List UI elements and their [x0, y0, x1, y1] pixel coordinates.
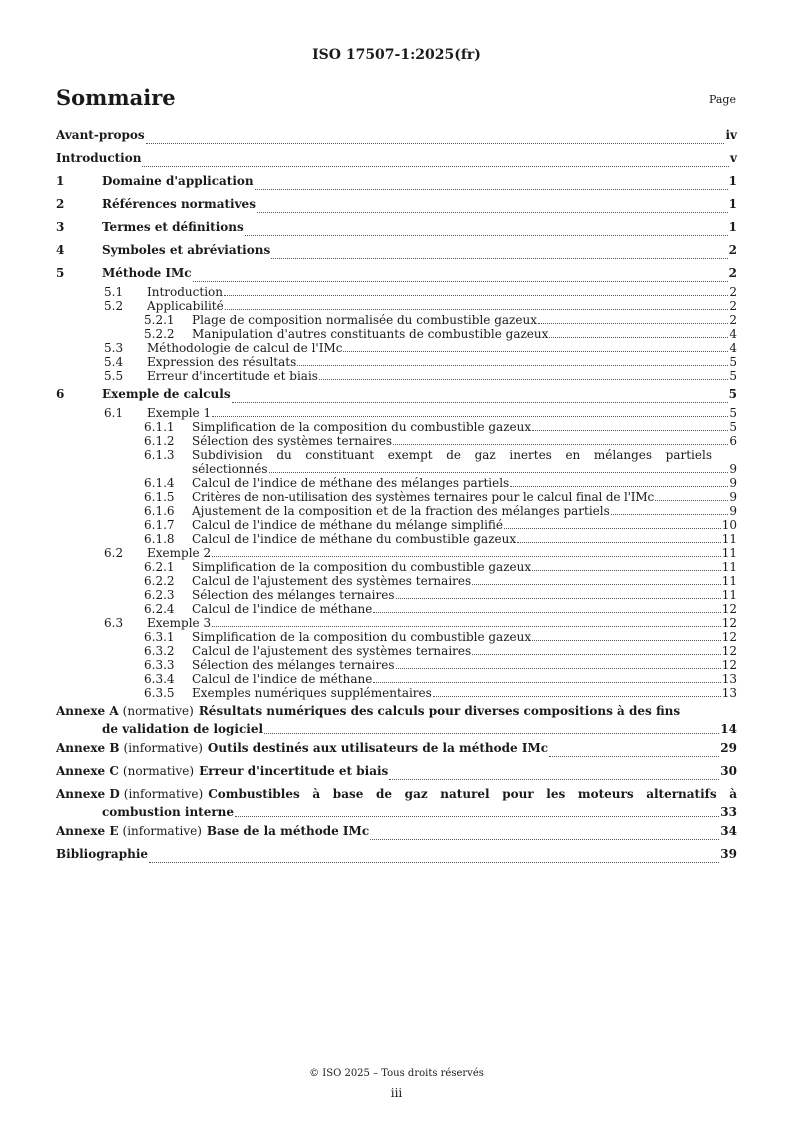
toc-entry[interactable]: [56, 193, 737, 216]
annex-label: Annexe D: [56, 787, 120, 801]
toc-leader-dots: [532, 430, 728, 431]
toc-entry-number: 6.3.1: [144, 630, 175, 644]
toc-entry-page: 1: [728, 174, 737, 188]
page-column-label: Page: [708, 93, 736, 106]
toc-leader-dots: [271, 258, 727, 259]
annex-title: Base de la méthode IMc: [206, 824, 370, 838]
annex-title: Outils destinés aux utilisateurs de la méthode IMc: [207, 741, 549, 755]
toc-entry[interactable]: [56, 170, 737, 193]
toc-leader-dots: [549, 756, 719, 757]
toc-entry-title: Sélection des mélanges ternaires: [192, 588, 395, 602]
toc-entry-title: Symboles et abréviations: [102, 243, 271, 257]
annex-label: Annexe C: [56, 764, 119, 778]
toc-entry-title: Plage de composition normalisée du combustible gazeux: [192, 313, 537, 327]
toc-entry-title: Introduction: [56, 151, 142, 165]
toc-entry[interactable]: [56, 560, 737, 574]
toc-entry-number: 6.1.6: [144, 504, 175, 518]
toc-leader-dots: [212, 626, 721, 627]
toc-entry[interactable]: [56, 124, 737, 147]
toc-entry-page: 2: [729, 299, 737, 313]
toc-entry-page: 2: [729, 313, 737, 327]
toc-entry-page: 9: [729, 462, 737, 476]
toc-leader-dots: [549, 337, 728, 338]
toc-leader-dots: [232, 402, 728, 403]
annex-title: Résultats numériques des calculs pour diverses compositions à des fins: [198, 704, 681, 718]
toc-entry-title: Bibliographie: [56, 847, 149, 861]
toc-entry-number: 6.3: [104, 616, 124, 630]
toc-entry[interactable]: [56, 546, 737, 560]
toc-entry[interactable]: [56, 616, 737, 630]
page-number: iii: [390, 1086, 403, 1100]
toc-entry-page: 5: [729, 420, 737, 434]
toc-leader-dots: [393, 444, 728, 445]
toc-entry[interactable]: [56, 299, 737, 313]
toc-leader-dots: [212, 416, 728, 417]
toc-entry-number: 6.2.1: [144, 560, 175, 574]
toc-leader-dots: [373, 682, 720, 683]
annex-kind: (normative): [122, 704, 194, 718]
annex-title-continued: combustion interne: [102, 805, 235, 819]
toc-entry-page: 6: [729, 434, 737, 448]
toc-entry-number: 5.2.1: [144, 313, 175, 327]
table-of-contents: [56, 124, 737, 866]
toc-entry-number: 6.1.2: [144, 434, 175, 448]
toc-leader-dots: [212, 556, 721, 557]
toc-entry-page: iv: [725, 128, 737, 142]
toc-entry-title: Applicabilité: [147, 299, 224, 313]
toc-entry-page: 12: [721, 644, 737, 658]
toc-title: Sommaire: [56, 85, 176, 110]
toc-entry-title: Simplification de la composition du combustible gazeux: [192, 630, 532, 644]
toc-entry[interactable]: [56, 644, 737, 658]
toc-leader-dots: [396, 598, 721, 599]
toc-entry-title: Calcul de l'indice de méthane des mélanges partiels: [192, 476, 510, 490]
toc-leader-dots: [370, 839, 719, 840]
toc-leader-dots: [389, 779, 719, 780]
toc-entry-title: Calcul de l'indice de méthane du combustible gazeux: [192, 532, 517, 546]
toc-entry-page: 11: [721, 588, 737, 602]
toc-entry-title: Exemple de calculs: [102, 387, 231, 401]
toc-entry-page: 33: [720, 805, 737, 819]
document-id-header: ISO 17507-1:2025(fr): [312, 47, 481, 63]
toc-entry-number: 6.1: [104, 406, 124, 420]
toc-leader-dots: [257, 212, 728, 213]
toc-entry[interactable]: [56, 355, 737, 369]
toc-entry[interactable]: [56, 262, 737, 285]
toc-leader-dots: [193, 281, 728, 282]
toc-entry-title: Erreur d'incertitude et biais: [147, 369, 318, 383]
toc-leader-dots: [396, 668, 721, 669]
toc-entry-number: 5.5: [104, 369, 124, 383]
toc-entry-title: Simplification de la composition du combustible gazeux: [192, 420, 532, 434]
toc-leader-dots: [510, 486, 728, 487]
toc-leader-dots: [146, 143, 725, 144]
toc-leader-dots: [255, 189, 728, 190]
toc-entry-number: 6.1.5: [144, 490, 175, 504]
toc-leader-dots: [264, 733, 719, 734]
toc-entry[interactable]: [56, 504, 737, 518]
toc-entry[interactable]: [56, 341, 737, 355]
toc-entry-page: 14: [720, 722, 737, 736]
annex-label: Annexe E: [56, 824, 119, 838]
toc-entry[interactable]: [56, 420, 737, 434]
toc-entry-page: 5: [728, 387, 737, 401]
toc-entry[interactable]: [56, 239, 737, 262]
toc-entry-page: 11: [721, 560, 737, 574]
toc-entry-title: Calcul de l'ajustement des systèmes ternaires: [192, 574, 472, 588]
toc-entry-title: Simplification de la composition du combustible gazeux: [192, 560, 532, 574]
toc-entry[interactable]: [56, 434, 737, 448]
toc-entry-title: Exemple 1: [147, 406, 212, 420]
toc-entry-number: 6.2.2: [144, 574, 175, 588]
toc-entry-page: 9: [729, 490, 737, 504]
copyright-footer: © ISO 2025 – Tous droits réservés: [309, 1068, 484, 1079]
toc-entry-title: Calcul de l'indice de méthane du mélange simplifié: [192, 518, 504, 532]
toc-entry[interactable]: [56, 327, 737, 341]
toc-entry-page: 30: [720, 764, 737, 778]
toc-leader-dots: [611, 514, 729, 515]
annex-title-continued: de validation de logiciel: [102, 722, 264, 736]
toc-entry-title: Références normatives: [102, 197, 256, 211]
toc-entry-title: Sélection des systèmes ternaires: [192, 434, 393, 448]
toc-entry[interactable]: [56, 285, 737, 299]
toc-entry-continuation[interactable]: [56, 462, 737, 476]
toc-entry-number: 6.3.3: [144, 658, 175, 672]
toc-entry-number: 6: [56, 387, 65, 401]
toc-leader-dots: [538, 323, 728, 324]
toc-entry-number: 6.2: [104, 546, 124, 560]
toc-entry[interactable]: [56, 588, 737, 602]
annex-kind: (informative): [122, 824, 202, 838]
toc-entry-title: Calcul de l'ajustement des systèmes ternaires: [192, 644, 472, 658]
toc-entry[interactable]: [56, 532, 737, 546]
annex-kind: (informative): [123, 741, 203, 755]
toc-entry-title: Exemple 2: [147, 546, 212, 560]
toc-entry-page: 13: [721, 686, 737, 700]
toc-entry[interactable]: [56, 574, 737, 588]
toc-entry-page: 4: [729, 327, 737, 341]
toc-annex-entry[interactable]: [56, 820, 737, 843]
toc-leader-dots: [472, 654, 721, 655]
toc-entry-number: 2: [56, 197, 65, 211]
toc-entry-number: 1: [56, 174, 65, 188]
toc-entry-page: 1: [728, 220, 737, 234]
toc-entry-number: 6.3.4: [144, 672, 175, 686]
toc-entry-number: 6.1.4: [144, 476, 175, 490]
toc-entry-page: 5: [729, 355, 737, 369]
toc-leader-dots: [343, 351, 728, 352]
toc-entry[interactable]: [56, 383, 737, 406]
toc-annex-continuation[interactable]: [56, 806, 737, 820]
toc-entry-number: 6.3.2: [144, 644, 175, 658]
toc-leader-dots: [225, 309, 729, 310]
toc-entry[interactable]: [56, 216, 737, 239]
toc-annex-entry[interactable]: [56, 737, 737, 760]
toc-leader-dots: [245, 235, 728, 236]
toc-entry-page: 5: [729, 406, 737, 420]
toc-annex-entry[interactable]: [56, 760, 737, 783]
toc-leader-dots: [149, 862, 719, 863]
annex-kind: (informative): [123, 787, 204, 801]
toc-entry-title: Manipulation d'autres constituants de combustible gazeux: [192, 327, 549, 341]
toc-entry-page: 10: [721, 518, 737, 532]
toc-annex-entry[interactable]: [56, 700, 737, 723]
toc-entry-title: Subdivision du constituant exempt de gaz inertes en mélanges partiels: [192, 448, 712, 462]
toc-entry-page: 9: [729, 504, 737, 518]
toc-entry-number: 6.1.7: [144, 518, 175, 532]
toc-entry-number: 6.3.5: [144, 686, 175, 700]
toc-entry-number: 6.1.3: [144, 448, 175, 462]
toc-entry-number: 3: [56, 220, 65, 234]
annex-label: Annexe B: [56, 741, 120, 755]
toc-entry[interactable]: [56, 602, 737, 616]
toc-entry-number: 4: [56, 243, 65, 257]
toc-entry-number: 6.1.1: [144, 420, 175, 434]
toc-leader-dots: [504, 528, 721, 529]
toc-entry-title: Ajustement de la composition et de la fraction des mélanges partiels: [192, 504, 610, 518]
toc-entry[interactable]: [56, 448, 737, 462]
toc-entry-title-continued: sélectionnés: [192, 462, 268, 476]
toc-entry-number: 5.2: [104, 299, 124, 313]
toc-annex-entry[interactable]: [56, 783, 737, 806]
toc-entry-number: 5.3: [104, 341, 124, 355]
toc-leader-dots: [655, 500, 728, 501]
toc-entry-title: Expression des résultats: [147, 355, 297, 369]
toc-entry-title: Domaine d'application: [102, 174, 254, 188]
toc-entry[interactable]: [56, 476, 737, 490]
toc-leader-dots: [224, 295, 728, 296]
toc-entry-title: Termes et définitions: [102, 220, 244, 234]
annex-title: Combustibles à base de gaz naturel pour les moteurs alternatifs à: [208, 787, 737, 801]
toc-entry[interactable]: [56, 672, 737, 686]
toc-annex-continuation[interactable]: [56, 723, 737, 737]
toc-entry[interactable]: [56, 658, 737, 672]
toc-entry-title: Exemples numériques supplémentaires: [192, 686, 432, 700]
annex-title: Erreur d'incertitude et biais: [199, 764, 389, 778]
toc-leader-dots: [297, 365, 728, 366]
toc-entry-number: 6.2.3: [144, 588, 175, 602]
annex-kind: (normative): [122, 764, 195, 778]
toc-entry-page: 2: [728, 266, 737, 280]
toc-leader-dots: [517, 542, 721, 543]
toc-entry-title: Méthodologie de calcul de l'IMc: [147, 341, 343, 355]
toc-entry-page: 4: [729, 341, 737, 355]
toc-leader-dots: [433, 696, 721, 697]
toc-entry-title: Calcul de l'indice de méthane: [192, 602, 373, 616]
toc-entry[interactable]: [56, 518, 737, 532]
toc-leader-dots: [269, 472, 729, 473]
annex-label: Annexe A: [56, 704, 119, 718]
toc-leader-dots: [532, 570, 721, 571]
toc-entry[interactable]: [56, 630, 737, 644]
toc-entry-number: 5.4: [104, 355, 124, 369]
toc-entry-page: 5: [729, 369, 737, 383]
toc-entry-page: 13: [721, 672, 737, 686]
toc-entry[interactable]: [56, 490, 737, 504]
toc-entry-bibliography[interactable]: [56, 843, 737, 866]
toc-entry-title: Méthode IMc: [102, 266, 192, 280]
toc-entry-page: 12: [721, 616, 737, 630]
toc-entry-page: 11: [721, 532, 737, 546]
toc-entry-title: Critères de non-utilisation des systèmes ternaires pour le calcul final de l'IMc: [192, 490, 655, 504]
toc-leader-dots: [142, 166, 729, 167]
toc-entry[interactable]: [56, 369, 737, 383]
toc-entry-page: 11: [721, 546, 737, 560]
toc-entry-number: 5: [56, 266, 65, 280]
toc-entry-page: 34: [720, 824, 737, 838]
toc-entry-page: 11: [721, 574, 737, 588]
toc-entry-page: 2: [728, 243, 737, 257]
toc-entry-page: 12: [721, 602, 737, 616]
toc-entry[interactable]: [56, 313, 737, 327]
toc-leader-dots: [472, 584, 721, 585]
toc-entry-number: 6.1.8: [144, 532, 175, 546]
toc-entry-title: Exemple 3: [147, 616, 212, 630]
toc-entry-page: 2: [729, 285, 737, 299]
toc-entry-title: Avant-propos: [56, 128, 145, 142]
toc-entry[interactable]: [56, 686, 737, 700]
toc-entry-page: 29: [720, 741, 737, 755]
toc-entry-title: Introduction: [147, 285, 223, 299]
toc-entry-number: 5.2.2: [144, 327, 175, 341]
toc-leader-dots: [532, 640, 721, 641]
toc-entry-title: Sélection des mélanges ternaires: [192, 658, 395, 672]
toc-leader-dots: [319, 379, 728, 380]
toc-entry-page: 12: [721, 658, 737, 672]
toc-leader-dots: [235, 816, 719, 817]
toc-entry-page: 12: [721, 630, 737, 644]
toc-entry[interactable]: [56, 147, 737, 170]
toc-entry-page: v: [730, 151, 737, 165]
toc-entry-page: 9: [729, 476, 737, 490]
toc-entry-number: 6.2.4: [144, 602, 175, 616]
toc-entry[interactable]: [56, 406, 737, 420]
toc-entry-number: 5.1: [104, 285, 124, 299]
toc-entry-page: 1: [728, 197, 737, 211]
toc-leader-dots: [373, 612, 720, 613]
toc-entry-page: 39: [720, 847, 737, 861]
toc-entry-title: Calcul de l'indice de méthane: [192, 672, 373, 686]
